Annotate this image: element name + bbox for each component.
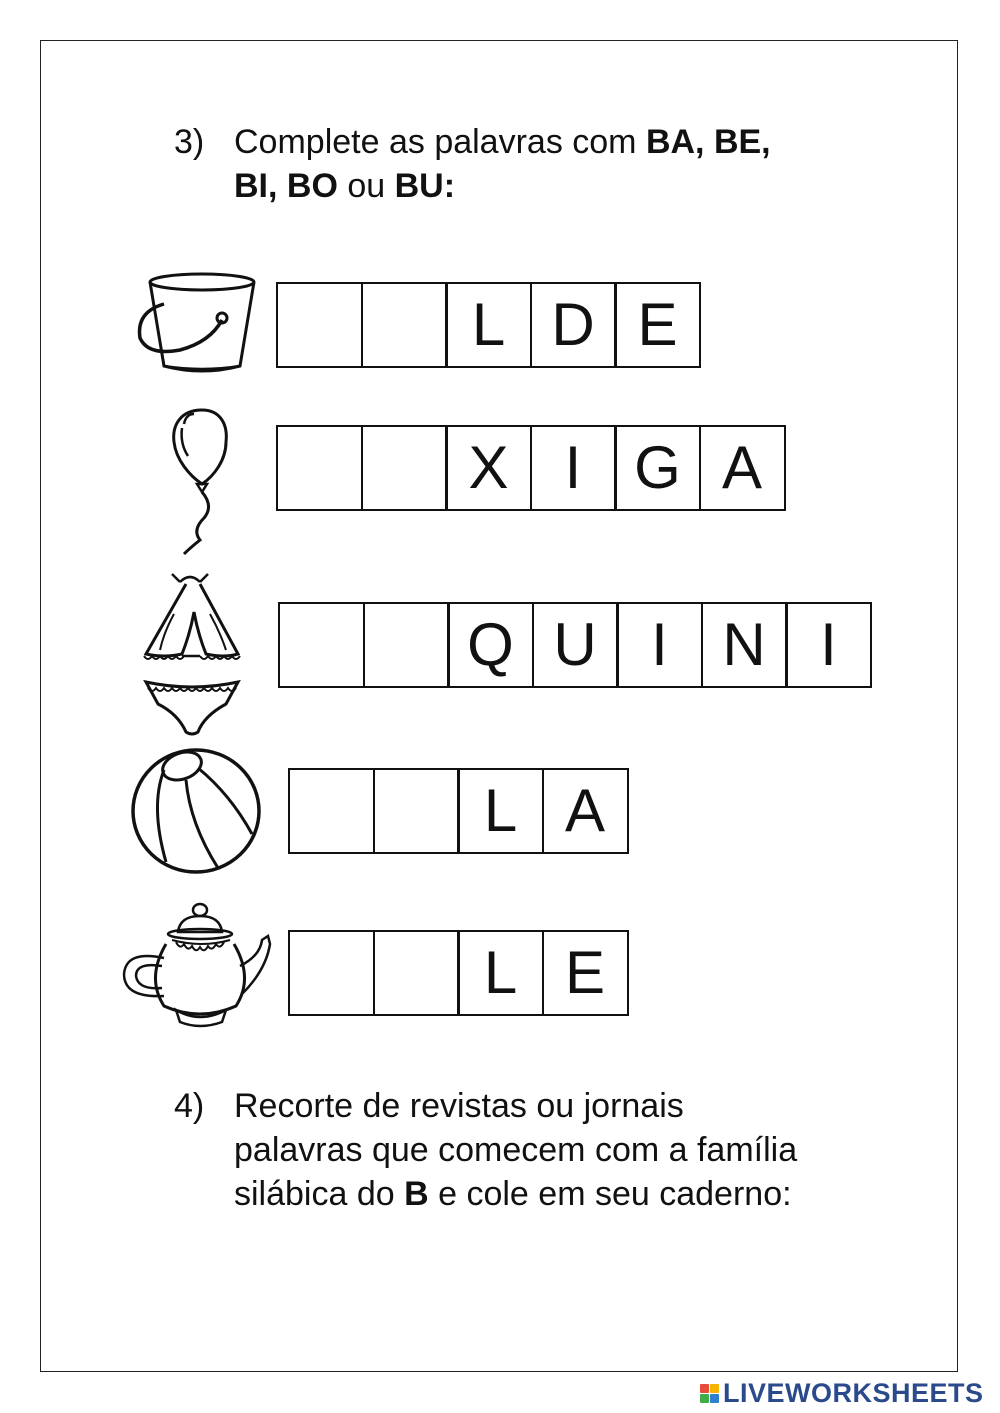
logo-square <box>700 1394 709 1403</box>
instruction-text: e cole em seu caderno: <box>428 1175 792 1213</box>
blank-letter-box[interactable] <box>373 930 460 1016</box>
blank-letter-box[interactable] <box>361 425 448 511</box>
logo-square <box>710 1384 719 1393</box>
letter-box: I <box>530 425 617 511</box>
question-4-line-3 <box>234 1172 914 1216</box>
logo-square <box>710 1394 719 1403</box>
beach-ball-icon <box>130 746 266 876</box>
syllable-input[interactable] <box>290 932 373 1014</box>
instruction-text: silábica do <box>234 1175 405 1213</box>
blank-letter-box[interactable] <box>373 768 460 854</box>
question-3-instruction <box>234 120 874 208</box>
syllable-input[interactable] <box>278 284 361 366</box>
letter-box: A <box>542 768 629 854</box>
syllable-input[interactable] <box>278 427 361 509</box>
instruction-text: ou <box>337 167 395 205</box>
syllable-input[interactable] <box>375 932 458 1014</box>
liveworksheets-logo <box>700 1376 984 1410</box>
blank-letter-box[interactable] <box>276 425 363 511</box>
letter-bold: B <box>404 1175 429 1213</box>
question-3-number: 3) <box>174 123 205 161</box>
question-3-line-2 <box>234 164 874 208</box>
balloon-icon <box>160 404 240 559</box>
letter-box: I <box>616 602 703 688</box>
syllable-input[interactable] <box>363 284 446 366</box>
bucket-icon <box>130 268 260 378</box>
instruction-text: Complete as palavras com <box>234 123 646 161</box>
liveworksheets-logo-icon <box>700 1384 719 1403</box>
letter-box: D <box>530 282 617 368</box>
word-row-teapot <box>288 930 629 1016</box>
brand-name: LIVEWORKSHEETS <box>723 1377 984 1408</box>
letter-box: E <box>542 930 629 1016</box>
syllable-input[interactable] <box>375 770 458 852</box>
syllable-input[interactable] <box>365 604 448 686</box>
blank-letter-box[interactable] <box>276 282 363 368</box>
question-4-line-2: palavras que comecem com a família <box>234 1131 798 1169</box>
blank-letter-box[interactable] <box>363 602 450 688</box>
letter-box: Q <box>447 602 534 688</box>
question-4-line-1: Recorte de revistas ou jornais <box>234 1087 684 1125</box>
word-row-beach-ball <box>288 768 629 854</box>
blank-letter-box[interactable] <box>288 768 375 854</box>
blank-letter-box[interactable] <box>288 930 375 1016</box>
letter-box: L <box>457 768 544 854</box>
syllables-bold: BU: <box>394 167 456 205</box>
logo-square <box>700 1384 709 1393</box>
blank-letter-box[interactable] <box>361 282 448 368</box>
letter-box: L <box>457 930 544 1016</box>
question-4-number: 4) <box>174 1087 205 1125</box>
word-row-balloon <box>276 425 786 511</box>
question-4-instruction <box>234 1084 914 1216</box>
letter-box: N <box>701 602 788 688</box>
word-row-bucket <box>276 282 701 368</box>
letter-box: X <box>445 425 532 511</box>
letter-box: E <box>614 282 701 368</box>
blank-letter-box[interactable] <box>278 602 365 688</box>
letter-box: L <box>445 282 532 368</box>
syllable-input[interactable] <box>290 770 373 852</box>
bikini-icon <box>134 568 246 738</box>
teapot-icon <box>118 900 274 1030</box>
syllables-bold: BI, BO <box>234 167 338 205</box>
syllable-input[interactable] <box>363 427 446 509</box>
letter-box: U <box>532 602 619 688</box>
letter-box: I <box>785 602 872 688</box>
syllables-bold: BA, BE, <box>645 123 771 161</box>
syllable-input[interactable] <box>280 604 363 686</box>
letter-box: G <box>614 425 701 511</box>
letter-box: A <box>699 425 786 511</box>
word-row-bikini <box>278 602 884 688</box>
question-3-line-1 <box>234 120 874 164</box>
